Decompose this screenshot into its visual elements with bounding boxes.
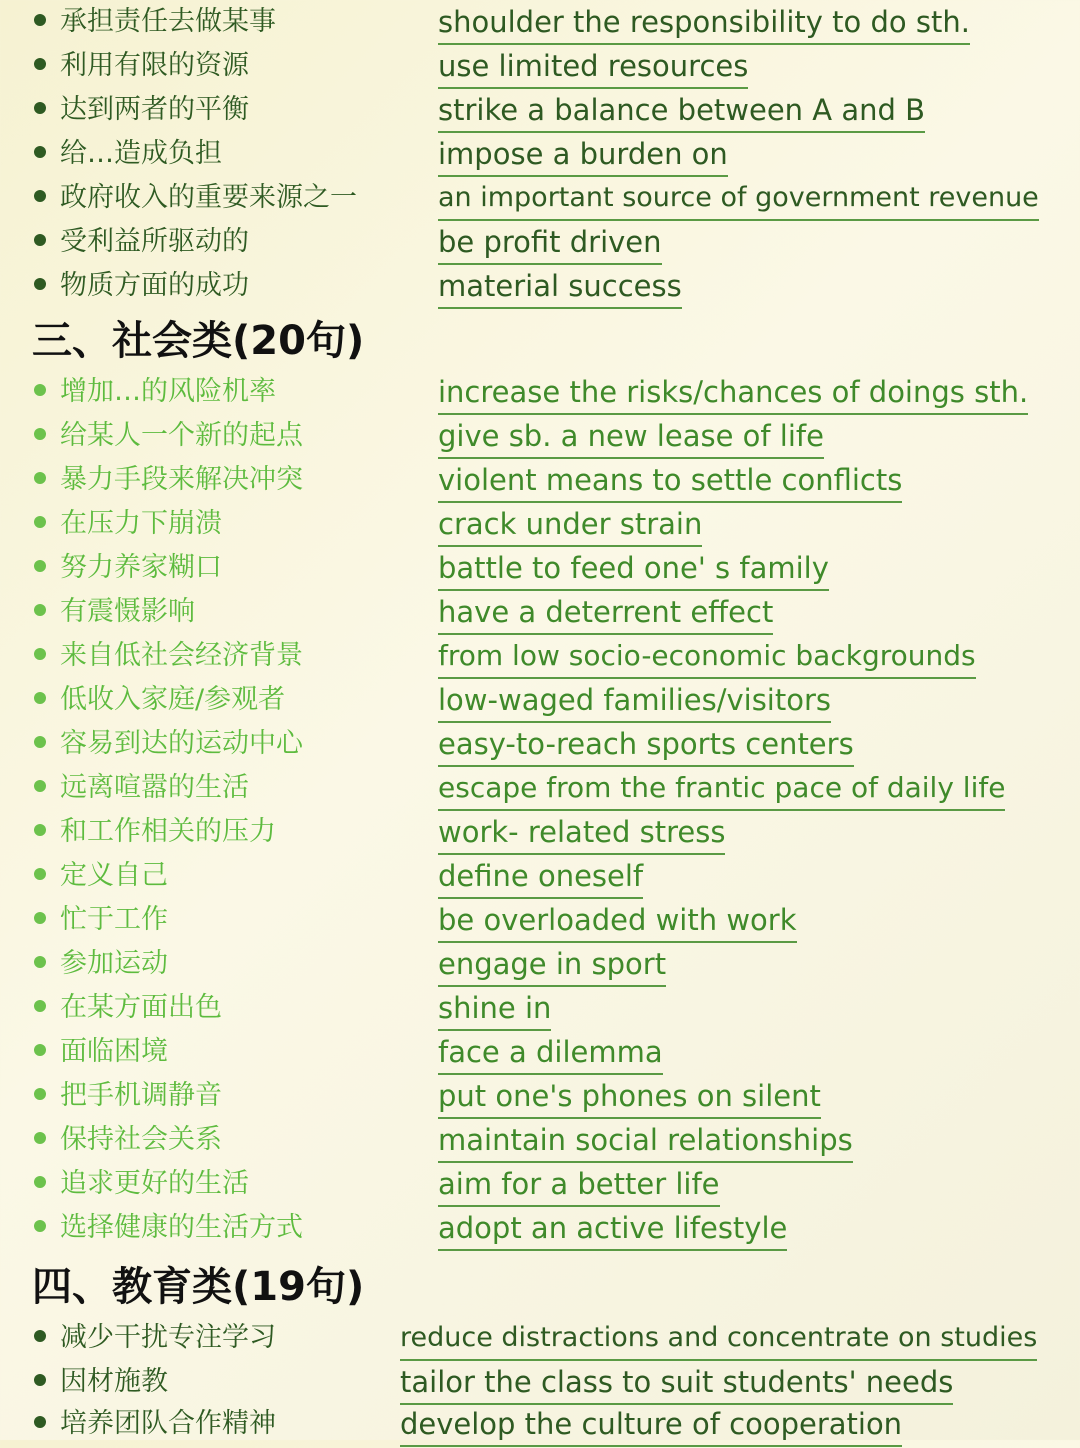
- phrase-chinese: 面临困境: [60, 1036, 168, 1067]
- list-item: [0, 1208, 1080, 1252]
- bullet-icon: [34, 560, 46, 572]
- bullet-icon: [34, 912, 46, 924]
- phrase-chinese: 增加…的风险机率: [60, 376, 276, 407]
- phrase-chinese: 选择健康的生活方式: [60, 1212, 303, 1243]
- phrase-chinese: 容易到达的运动中心: [60, 728, 303, 759]
- bullet-icon: [34, 278, 46, 290]
- phrase-chinese: 在压力下崩溃: [60, 508, 222, 539]
- list-item: [0, 548, 1080, 592]
- phrase-chinese: 给某人一个新的起点: [60, 420, 303, 451]
- phrase-chinese: 参加运动: [60, 948, 168, 979]
- list-item: [0, 768, 1080, 812]
- phrase-chinese: 政府收入的重要来源之一: [60, 182, 357, 213]
- phrase-english: strike a balance between A and B: [438, 92, 925, 133]
- phrase-english: put one's phones on silent: [438, 1078, 821, 1119]
- phrase-chinese: 远离喧嚣的生活: [60, 772, 249, 803]
- bullet-icon: [34, 1088, 46, 1100]
- list-item: [0, 46, 1080, 90]
- list-item: [0, 1362, 1080, 1406]
- phrase-english: escape from the frantic pace of daily life: [438, 770, 1005, 811]
- phrase-english: have a deterrent effect: [438, 594, 773, 635]
- phrase-chinese: 在某方面出色: [60, 992, 222, 1023]
- phrase-english: reduce distractions and concentrate on studies: [400, 1320, 1037, 1361]
- phrase-chinese: 低收入家庭/参观者: [60, 684, 286, 715]
- bullet-icon: [34, 1416, 46, 1428]
- phrase-english: low-waged families/visitors: [438, 682, 831, 723]
- phrase-english: give sb. a new lease of life: [438, 418, 824, 459]
- list-item: [0, 856, 1080, 900]
- list-item: [0, 1120, 1080, 1164]
- phrase-english: violent means to settle conflicts: [438, 462, 902, 503]
- bullet-icon: [34, 428, 46, 440]
- bullet-icon: [34, 648, 46, 660]
- list-item: [0, 1076, 1080, 1120]
- bullet-icon: [34, 190, 46, 202]
- phrase-chinese: 培养团队合作精神: [60, 1408, 276, 1439]
- list-item: [0, 636, 1080, 680]
- phrase-chinese: 达到两者的平衡: [60, 94, 249, 125]
- phrase-english: define oneself: [438, 858, 643, 899]
- bullet-icon: [34, 384, 46, 396]
- phrase-chinese: 承担责任去做某事: [60, 6, 276, 37]
- list-item: [0, 1404, 1080, 1448]
- phrase-chinese: 保持社会关系: [60, 1124, 222, 1155]
- phrase-chinese: 因材施教: [60, 1366, 168, 1397]
- phrase-chinese: 定义自己: [60, 860, 168, 891]
- list-item: [0, 988, 1080, 1032]
- list-item: [0, 416, 1080, 460]
- phrase-english: develop the culture of cooperation: [400, 1406, 902, 1447]
- phrase-english: maintain social relationships: [438, 1122, 853, 1163]
- list-item: [0, 1318, 1080, 1362]
- list-item: [0, 372, 1080, 416]
- phrase-chinese: 暴力手段来解决冲突: [60, 464, 303, 495]
- list-item: [0, 222, 1080, 266]
- list-item: [0, 134, 1080, 178]
- phrase-english: material success: [438, 268, 682, 309]
- list-item: [0, 504, 1080, 548]
- phrase-english: impose a burden on: [438, 136, 728, 177]
- phrase-chinese: 利用有限的资源: [60, 50, 249, 81]
- phrase-chinese: 来自低社会经济背景: [60, 640, 303, 671]
- phrase-chinese: 努力养家糊口: [60, 552, 222, 583]
- list-item: [0, 900, 1080, 944]
- bullet-icon: [34, 1374, 46, 1386]
- list-item: [0, 2, 1080, 46]
- list-item: [0, 266, 1080, 310]
- list-item: [0, 812, 1080, 856]
- bullet-icon: [34, 1044, 46, 1056]
- bullet-icon: [34, 824, 46, 836]
- phrase-english: crack under strain: [438, 506, 702, 547]
- phrase-english: aim for a better life: [438, 1166, 720, 1207]
- phrase-english: work- related stress: [438, 814, 725, 855]
- bullet-icon: [34, 14, 46, 26]
- phrase-english: shine in: [438, 990, 551, 1031]
- bullet-icon: [34, 102, 46, 114]
- phrase-english: adopt an active lifestyle: [438, 1210, 787, 1251]
- phrase-english: shoulder the responsibility to do sth.: [438, 4, 970, 45]
- phrase-chinese: 忙于工作: [60, 904, 168, 935]
- bullet-icon: [34, 868, 46, 880]
- list-item: [0, 724, 1080, 768]
- phrase-english: use limited resources: [438, 48, 748, 89]
- phrase-chinese: 有震慑影响: [60, 596, 195, 627]
- phrase-english: tailor the class to suit students' needs: [400, 1364, 953, 1405]
- section-heading: 三、社会类(20句): [32, 318, 365, 364]
- list-item: [0, 460, 1080, 504]
- bullet-icon: [34, 472, 46, 484]
- bullet-icon: [34, 1220, 46, 1232]
- phrase-chinese: 减少干扰专注学习: [60, 1322, 276, 1353]
- phrase-chinese: 给…造成负担: [60, 138, 222, 169]
- phrase-english: be profit driven: [438, 224, 662, 265]
- phrase-english: an important source of government revenue: [438, 180, 1039, 221]
- phrase-english: engage in sport: [438, 946, 666, 987]
- phrase-chinese: 物质方面的成功: [60, 270, 249, 301]
- phrase-english: be overloaded with work: [438, 902, 797, 943]
- bullet-icon: [34, 516, 46, 528]
- bullet-icon: [34, 604, 46, 616]
- phrase-english: increase the risks/chances of doings sth.: [438, 374, 1028, 415]
- bullet-icon: [34, 146, 46, 158]
- list-item: [0, 178, 1080, 222]
- list-item: [0, 592, 1080, 636]
- list-item: [0, 1032, 1080, 1076]
- list-item: [0, 680, 1080, 724]
- phrase-chinese: 追求更好的生活: [60, 1168, 249, 1199]
- bullet-icon: [34, 234, 46, 246]
- phrase-english: battle to feed one' s family: [438, 550, 829, 591]
- phrase-english: from low socio-economic backgrounds: [438, 638, 976, 679]
- bullet-icon: [34, 736, 46, 748]
- list-item: [0, 90, 1080, 134]
- bullet-icon: [34, 956, 46, 968]
- bullet-icon: [34, 58, 46, 70]
- bullet-icon: [34, 1330, 46, 1342]
- phrase-chinese: 受利益所驱动的: [60, 226, 249, 257]
- phrase-chinese: 把手机调静音: [60, 1080, 222, 1111]
- list-item: [0, 944, 1080, 988]
- bullet-icon: [34, 780, 46, 792]
- bullet-icon: [34, 1000, 46, 1012]
- phrase-chinese: 和工作相关的压力: [60, 816, 276, 847]
- list-item: [0, 1164, 1080, 1208]
- section-heading: 四、教育类(19句): [32, 1264, 365, 1310]
- bullet-icon: [34, 1132, 46, 1144]
- phrase-english: face a dilemma: [438, 1034, 663, 1075]
- bullet-icon: [34, 692, 46, 704]
- phrase-english: easy-to-reach sports centers: [438, 726, 854, 767]
- bullet-icon: [34, 1176, 46, 1188]
